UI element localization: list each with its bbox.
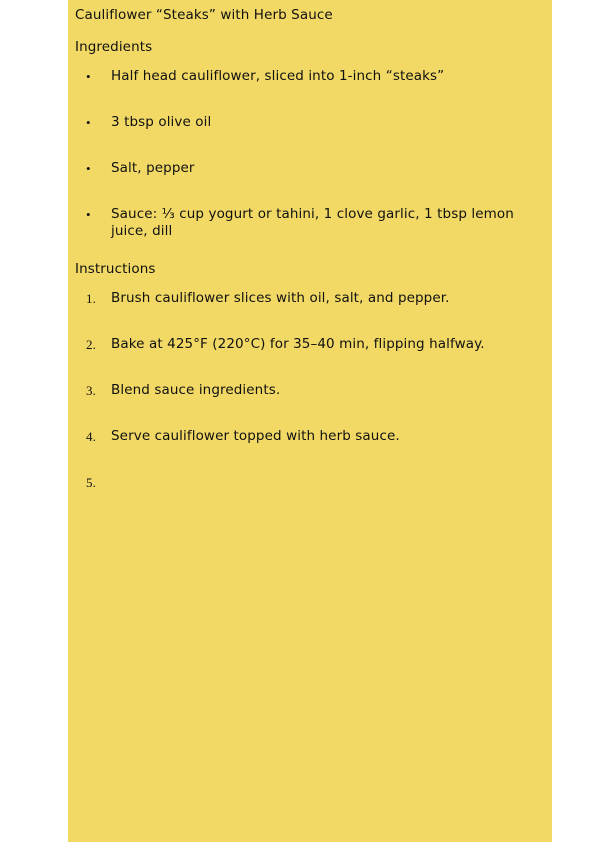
list-item (75, 206, 544, 240)
list-item (75, 160, 544, 177)
recipe-page (68, 0, 552, 842)
step-number: 2. (86, 337, 96, 352)
step-number: 4. (86, 429, 96, 444)
step-text: Blend sauce ingredients. (111, 382, 281, 398)
bullet-icon: • (86, 207, 91, 222)
list-item (75, 290, 544, 307)
ingredient-text: 3 tbsp olive oil (111, 114, 212, 130)
bullet-icon: • (86, 115, 91, 130)
ingredient-text: Salt, pepper (111, 160, 195, 176)
step-number: 5. (86, 475, 96, 490)
list-item (75, 474, 544, 491)
ingredient-text: Sauce: ⅓ cup yogurt or tahini, 1 clove garlic, 1 tbsp lemon juice, dill (111, 206, 514, 239)
step-text: Bake at 425°F (220°C) for 35–40 min, flipping halfway. (111, 336, 485, 352)
list-item (75, 68, 544, 85)
bullet-icon: • (86, 161, 91, 176)
ingredients-heading: Ingredients (75, 39, 153, 55)
step-text: Serve cauliflower topped with herb sauce. (111, 428, 400, 444)
step-text: Brush cauliflower slices with oil, salt, and pepper. (111, 290, 450, 306)
ingredients-list (75, 68, 544, 240)
step-number: 1. (86, 291, 96, 306)
step-number: 3. (86, 383, 96, 398)
recipe-title: Cauliflower “Steaks” with Herb Sauce (75, 7, 333, 23)
list-item (75, 336, 544, 353)
instructions-heading: Instructions (75, 261, 156, 277)
ingredient-text: Half head cauliflower, sliced into 1-inch “steaks” (111, 68, 445, 84)
list-item (75, 114, 544, 131)
instructions-list (75, 290, 544, 491)
list-item (75, 382, 544, 399)
bullet-icon: • (86, 69, 91, 84)
list-item (75, 428, 544, 445)
